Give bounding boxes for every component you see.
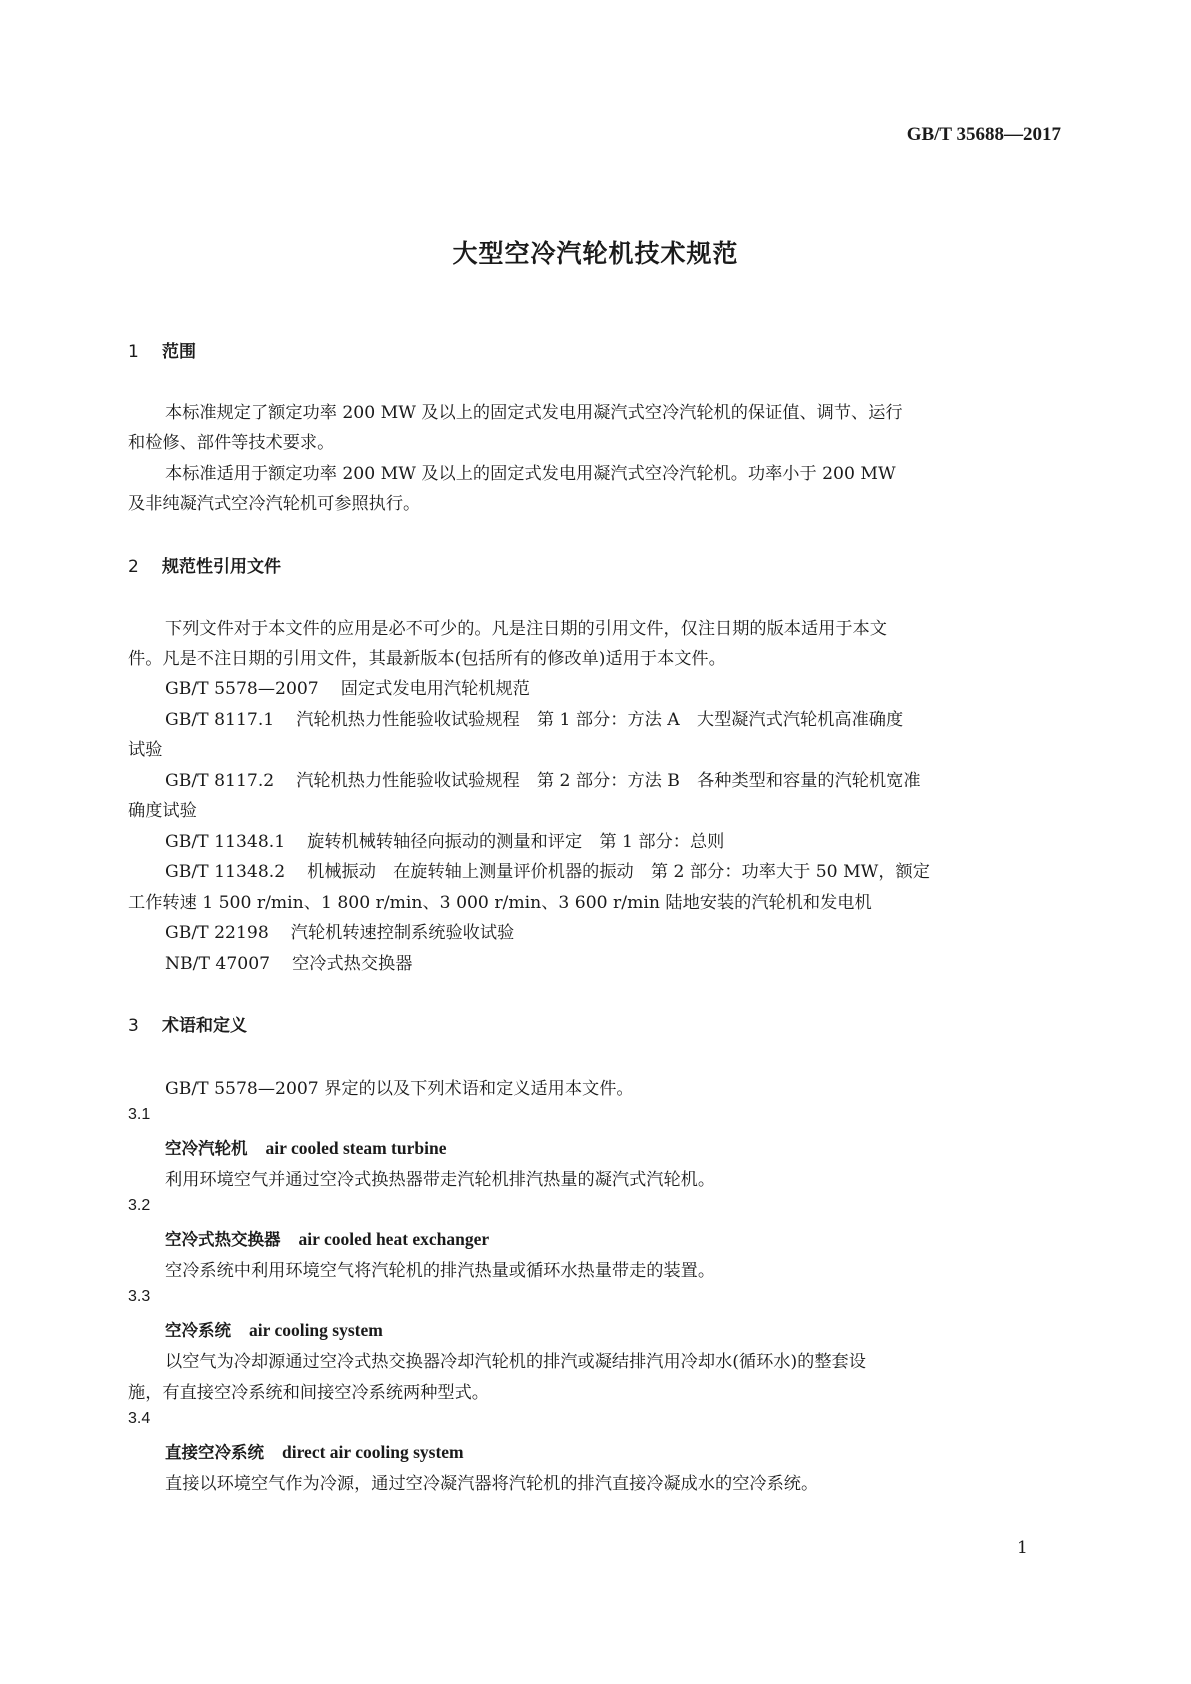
- term-definition: 直接以环境空气作为冷源，通过空冷凝汽器将汽轮机的排汽直接冷凝成水的空冷系统。: [165, 1474, 819, 1494]
- reference-title-continued: 工作转速 1 500 r/min、1 800 r/min、3 000 r/min、3 600 r/min 陆地安装的汽轮机和发电机: [128, 893, 872, 913]
- reference-title-continued: 确度试验: [128, 801, 197, 821]
- reference-title: 机械振动 在旋转轴上测量评价机器的振动 第 2 部分：功率大于 50 MW，额定: [307, 862, 930, 882]
- term-en: air cooled steam turbine: [265, 1138, 447, 1158]
- terms-intro: GB/T 5578—2007 界定的以及下列术语和定义适用本文件。: [165, 1079, 634, 1099]
- section-1-heading: [128, 337, 196, 362]
- section-title: 规范性引用文件: [162, 557, 281, 577]
- reference-item: [165, 949, 412, 974]
- reference-title: 汽轮机热力性能验收试验规程 第 2 部分：方法 B 各种类型和容量的汽轮机宽准: [296, 771, 921, 791]
- term-heading: [165, 1135, 446, 1159]
- scope-paragraph-2-line-1: 本标准适用于额定功率 200 MW 及以上的固定式发电用凝汽式空冷汽轮机。功率小于 200 MW: [165, 464, 896, 484]
- term-heading: [165, 1226, 489, 1250]
- section-2-heading: [128, 552, 281, 577]
- term-zh: 空冷系统: [165, 1321, 231, 1340]
- section-title: 范围: [162, 342, 196, 362]
- section-number: 2: [128, 557, 139, 577]
- section-title: 术语和定义: [162, 1016, 247, 1036]
- reference-code: GB/T 11348.1: [165, 832, 286, 852]
- term-definition: 空冷系统中利用环境空气将汽轮机的排汽热量或循环水热量带走的装置。: [165, 1261, 716, 1281]
- reference-title: 固定式发电用汽轮机规范: [340, 679, 530, 699]
- reference-title: 汽轮机热力性能验收试验规程 第 1 部分：方法 A 大型凝汽式汽轮机高准确度: [296, 710, 904, 730]
- document-title: 大型空冷汽轮机技术规范: [452, 239, 739, 268]
- page-number: 1: [1017, 1538, 1028, 1558]
- reference-code: GB/T 5578—2007: [165, 679, 319, 699]
- scope-paragraph-1-line-1: 本标准规定了额定功率 200 MW 及以上的固定式发电用凝汽式空冷汽轮机的保证值、调节、运行: [165, 403, 903, 423]
- reference-code: GB/T 11348.2: [165, 862, 286, 882]
- term-number: 3.3: [128, 1288, 151, 1305]
- reference-code: NB/T 47007: [165, 954, 271, 974]
- term-number: 3.2: [128, 1197, 151, 1214]
- reference-title: 旋转机械转轴径向振动的测量和评定 第 1 部分：总则: [307, 832, 725, 852]
- term-en: air cooled heat exchanger: [298, 1229, 490, 1249]
- section-3-heading: [128, 1011, 247, 1036]
- scope-paragraph-2-line-2: 及非纯凝汽式空冷汽轮机可参照执行。: [128, 494, 421, 514]
- reference-item: [165, 705, 903, 730]
- reference-item: [165, 857, 930, 882]
- term-zh: 直接空冷系统: [165, 1443, 264, 1462]
- reference-title: 汽轮机转速控制系统验收试验: [290, 923, 515, 943]
- term-definition-continued: 施，有直接空冷系统和间接空冷系统两种型式。: [128, 1383, 489, 1403]
- term-definition: 利用环境空气并通过空冷式换热器带走汽轮机排汽热量的凝汽式汽轮机。: [165, 1170, 716, 1190]
- section-number: 3: [128, 1016, 139, 1036]
- reference-code: GB/T 8117.2: [165, 771, 275, 791]
- term-heading: [165, 1439, 464, 1463]
- term-number: 3.1: [128, 1106, 151, 1123]
- reference-code: GB/T 8117.1: [165, 710, 275, 730]
- term-en: direct air cooling system: [282, 1442, 464, 1462]
- term-zh: 空冷式热交换器: [165, 1230, 281, 1249]
- term-number: 3.4: [128, 1410, 151, 1427]
- term-en: air cooling system: [249, 1320, 383, 1340]
- reference-item: [165, 674, 530, 699]
- reference-title-continued: 试验: [128, 740, 163, 760]
- references-intro-line-1: 下列文件对于本文件的应用是必不可少的。凡是注日期的引用文件，仅注日期的版本适用于本文: [165, 619, 887, 639]
- reference-title: 空冷式热交换器: [292, 954, 413, 974]
- term-definition: 以空气为冷却源通过空冷式热交换器冷却汽轮机的排汽或凝结排汽用冷却水(循环水)的整套设: [165, 1352, 866, 1372]
- reference-item: [165, 918, 514, 943]
- scope-paragraph-1-line-2: 和检修、部件等技术要求。: [128, 433, 335, 453]
- reference-item: [165, 766, 921, 791]
- term-heading: [165, 1317, 383, 1341]
- term-zh: 空冷汽轮机: [165, 1139, 248, 1158]
- standard-code: GB/T 35688—2017: [906, 124, 1061, 145]
- section-number: 1: [128, 342, 139, 362]
- references-intro-line-2: 件。凡是不注日期的引用文件，其最新版本(包括所有的修改单)适用于本文件。: [128, 649, 726, 669]
- reference-code: GB/T 22198: [165, 923, 269, 943]
- reference-item: [165, 827, 724, 852]
